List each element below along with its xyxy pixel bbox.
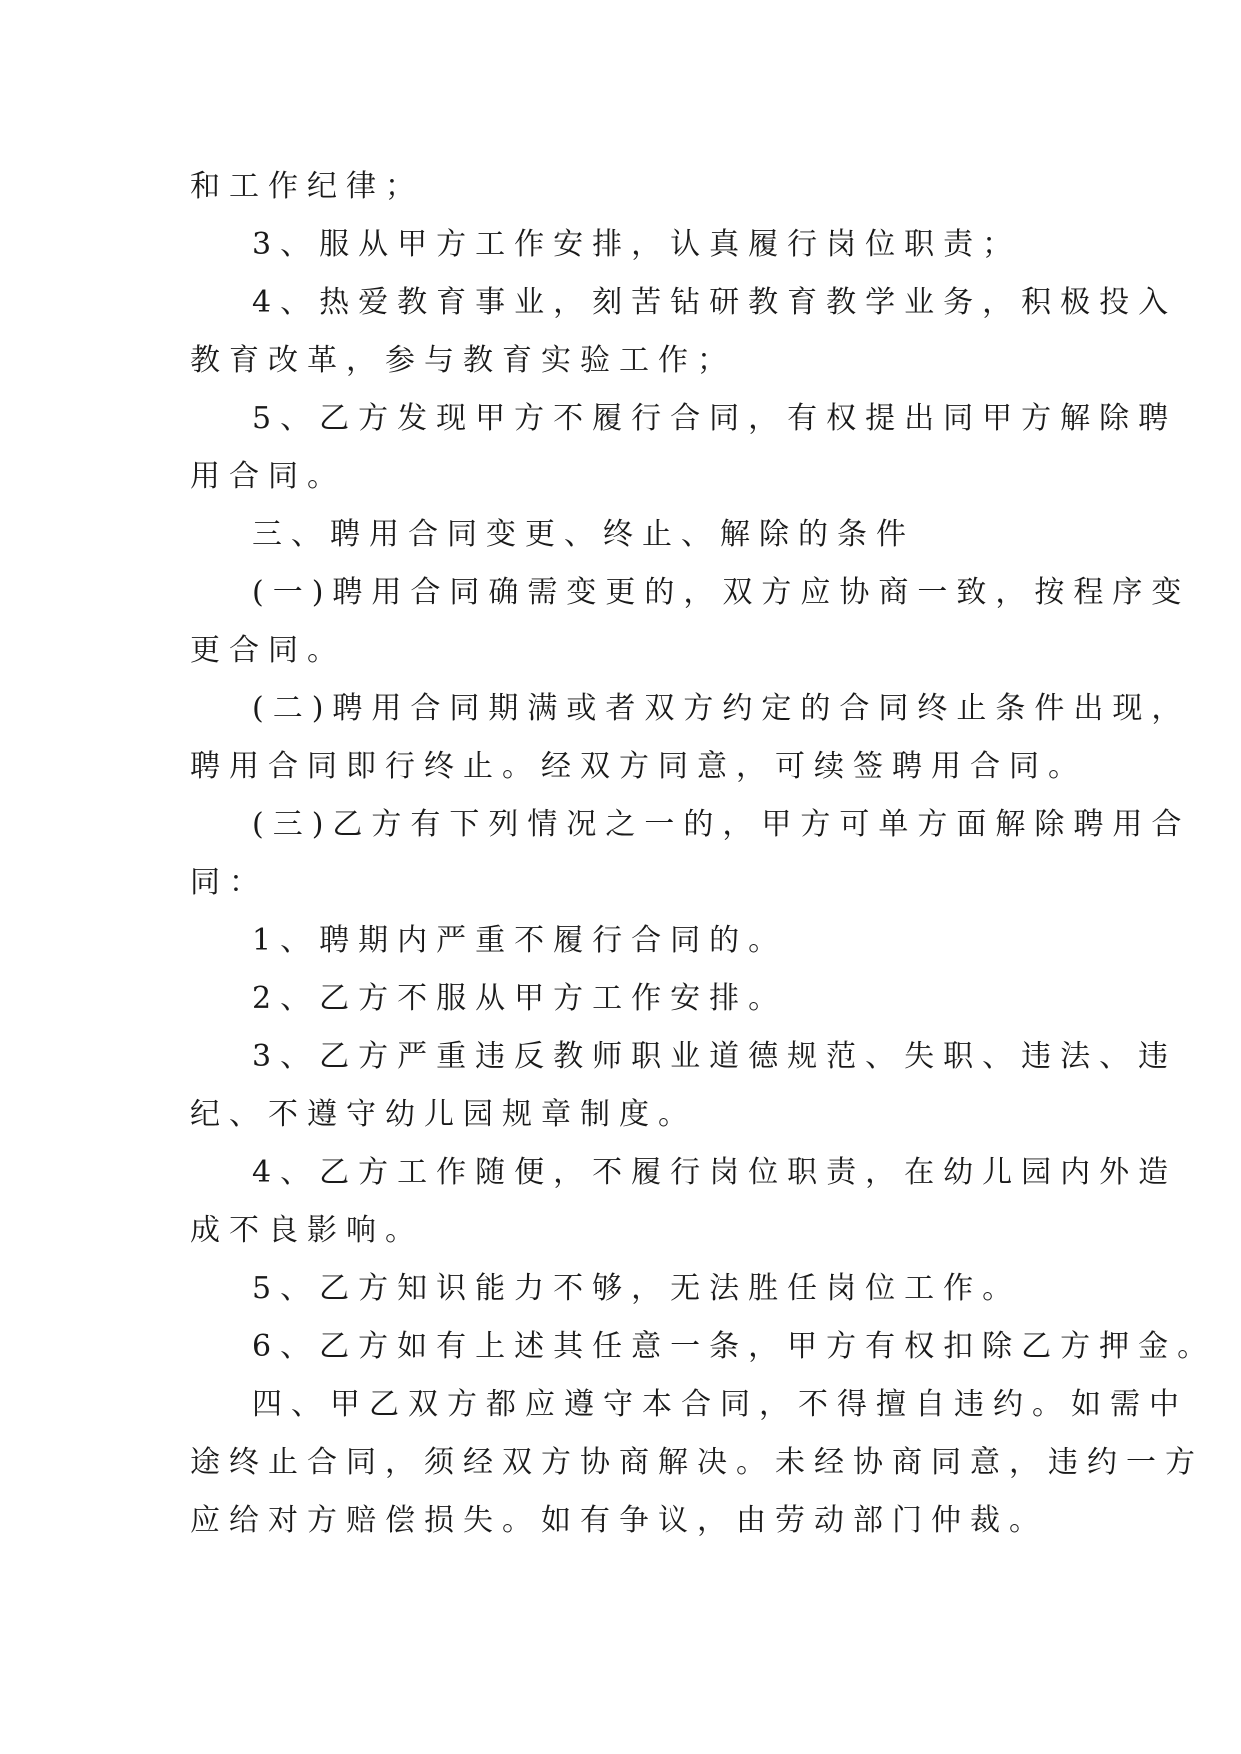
text-line: 聘用合同即行终止。经双方同意，可续签聘用合同。 [190, 749, 1087, 784]
text-line: 教育改革，参与教育实验工作； [190, 343, 736, 378]
text-line: 4、乙方工作随便，不履行岗位职责，在幼儿园内外造 [252, 1155, 1178, 1190]
document-body [190, 158, 1217, 1550]
text-line: 1、聘期内严重不履行合同的。 [252, 923, 788, 958]
text-line: 2、乙方不服从甲方工作安排。 [252, 981, 788, 1016]
text-line: 用合同。 [190, 459, 346, 494]
text-line: 3、乙方严重违反教师职业道德规范、失职、违法、违 [252, 1039, 1178, 1074]
text-line: 同： [190, 865, 268, 900]
text-line: 3、服从甲方工作安排，认真履行岗位职责； [252, 227, 1022, 262]
text-line: 5、乙方知识能力不够，无法胜任岗位工作。 [252, 1271, 1022, 1306]
text-line: 4、热爱教育事业，刻苦钻研教育教学业务，积极投入 [252, 285, 1178, 320]
text-line: 应给对方赔偿损失。如有争议，由劳动部门仲裁。 [190, 1503, 1048, 1538]
text-line: (一)聘用合同确需变更的，双方应协商一致，按程序变 [252, 575, 1191, 610]
text-line: 5、乙方发现甲方不履行合同，有权提出同甲方解除聘 [252, 401, 1178, 436]
text-line: 和工作纪律； [190, 169, 424, 204]
section-heading: 三、聘用合同变更、终止、解除的条件 [252, 517, 915, 552]
section-heading: 四、甲乙双方都应遵守本合同，不得擅自违约。如需中 [252, 1387, 1188, 1422]
text-line: 更合同。 [190, 633, 346, 668]
text-line: 途终止合同，须经双方协商解决。未经协商同意，违约一方 [190, 1445, 1204, 1480]
text-line: 纪、不遵守幼儿园规章制度。 [190, 1097, 697, 1132]
text-line: 6、乙方如有上述其任意一条，甲方有权扣除乙方押金。 [252, 1329, 1217, 1364]
text-line: (二)聘用合同期满或者双方约定的合同终止条件出现， [252, 691, 1191, 726]
text-line: 成不良影响。 [190, 1213, 424, 1248]
text-line: (三)乙方有下列情况之一的，甲方可单方面解除聘用合 [252, 807, 1191, 842]
